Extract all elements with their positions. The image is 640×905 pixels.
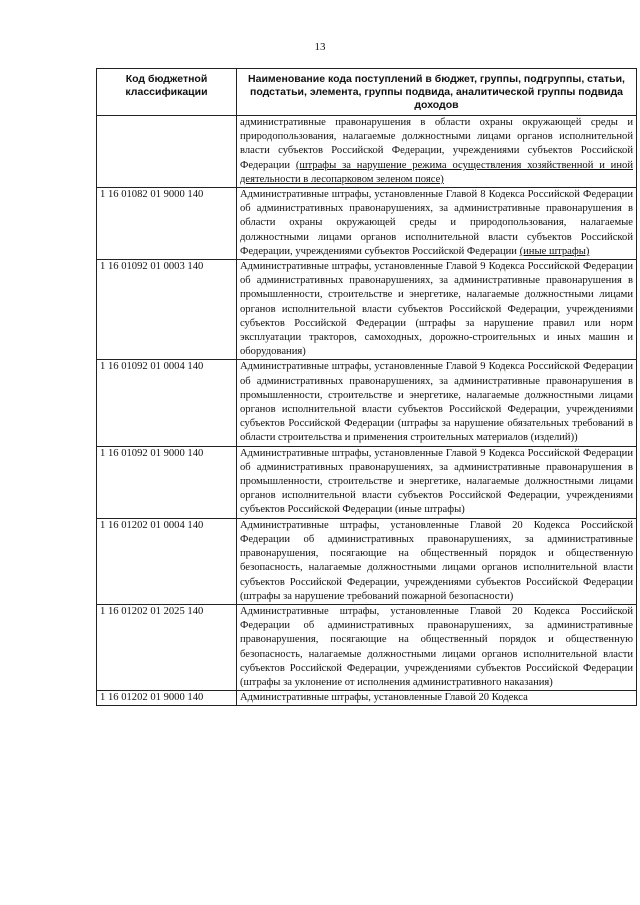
income-description: Административные штрафы, установленные Главой 20 Кодекса Российской Федерации об административных правонарушениях, за административные правонарушения, посягающие на общественный порядок и общественную безопасность, налагаемые должностными лицами органов исполнительной власти субъектов Российской Федерации, учреждениями субъектов Российской Федерации (штрафы за нарушение требований пожарной безопасности) [237,518,637,604]
description-text: Административные штрафы, установленные Главой 8 Кодекса Российской Федерации об административных правонарушениях, за административные правонарушения в области охраны окружающей среды и природопользования, налагаемые должностными лицами органов исполнительной власти субъектов Российской Федерации, учреждениями субъектов Российской Федерации [240,189,633,257]
table-header-row [97,69,637,116]
page-number: 13 [314,41,326,53]
header-name-column: Наименование кода поступлений в бюджет, группы, подгруппы, статьи, подстатьи, элемента, группы подвида, аналитической группы подвида доходов [237,69,637,116]
income-description: Административные штрафы, установленные Главой 9 Кодекса Российской Федерации об административных правонарушениях, за административные правонарушения в промышленности, строительстве и энергетике, налагаемые должностными лицами органов исполнительной власти субъектов Российской Федерации, учреждениями субъектов Российской Федерации (штрафы за нарушение обязательных требований в области строительства и применения строительных материалов (изделий)) [237,360,637,446]
income-description: Административные штрафы, установленные Главой 9 Кодекса Российской Федерации об административных правонарушениях, за административные правонарушения в промышленности, строительстве и энергетике, налагаемые должностными лицами органов исполнительной власти субъектов Российской Федерации, учреждениями субъектов Российской Федерации (иные штрафы) [237,446,637,518]
income-description [237,116,637,188]
description-text: административные правонарушения в области охраны окружающей среды и природопользования, налагаемые должностными лицами органов исполнительной власти субъектов Российской Федерации, учреждениями субъектов Российской Федерации [240,117,633,171]
budget-code-table [96,68,637,706]
budget-code: 1 16 01202 01 2025 140 [97,604,237,690]
description-note: (штрафы за нарушение режима осуществления хозяйственной и иной деятельности в лесопарковом зеленом поясе) [240,159,633,185]
table-row [97,518,637,604]
budget-code: 1 16 01092 01 0004 140 [97,360,237,446]
table-row [97,691,637,706]
budget-code: 1 16 01082 01 9000 140 [97,188,237,260]
income-description: Административные штрафы, установленные Главой 9 Кодекса Российской Федерации об административных правонарушениях, за административные правонарушения в промышленности, строительстве и энергетике, налагаемые должностными лицами органов исполнительной власти субъектов Российской Федерации, учреждениями субъектов Российской Федерации (штрафы за нарушение правил или норм эксплуатации тракторов, самоходных, дорожно-строительных и иных машин и оборудования) [237,260,637,360]
budget-code: 1 16 01202 01 0004 140 [97,518,237,604]
budget-code [97,116,237,188]
table-row [97,360,637,446]
description-note: (иные штрафы) [519,245,590,257]
table-row [97,604,637,690]
header-code-column: Код бюджетной классификации [97,69,237,116]
budget-code: 1 16 01092 01 0003 140 [97,260,237,360]
income-description [237,188,637,260]
budget-code: 1 16 01092 01 9000 140 [97,446,237,518]
table-row [97,260,637,360]
table-row [97,188,637,260]
table-row [97,446,637,518]
income-description: Административные штрафы, установленные Главой 20 Кодекса Российской Федерации об административных правонарушениях, за административные правонарушения, посягающие на общественный порядок и общественную безопасность, налагаемые должностными лицами органов исполнительной власти субъектов Российской Федерации, учреждениями субъектов Российской Федерации (штрафы за уклонение от исполнения административного наказания) [237,604,637,690]
budget-code: 1 16 01202 01 9000 140 [97,691,237,706]
income-description: Административные штрафы, установленные Главой 20 Кодекса [237,691,637,706]
table-row [97,116,637,188]
